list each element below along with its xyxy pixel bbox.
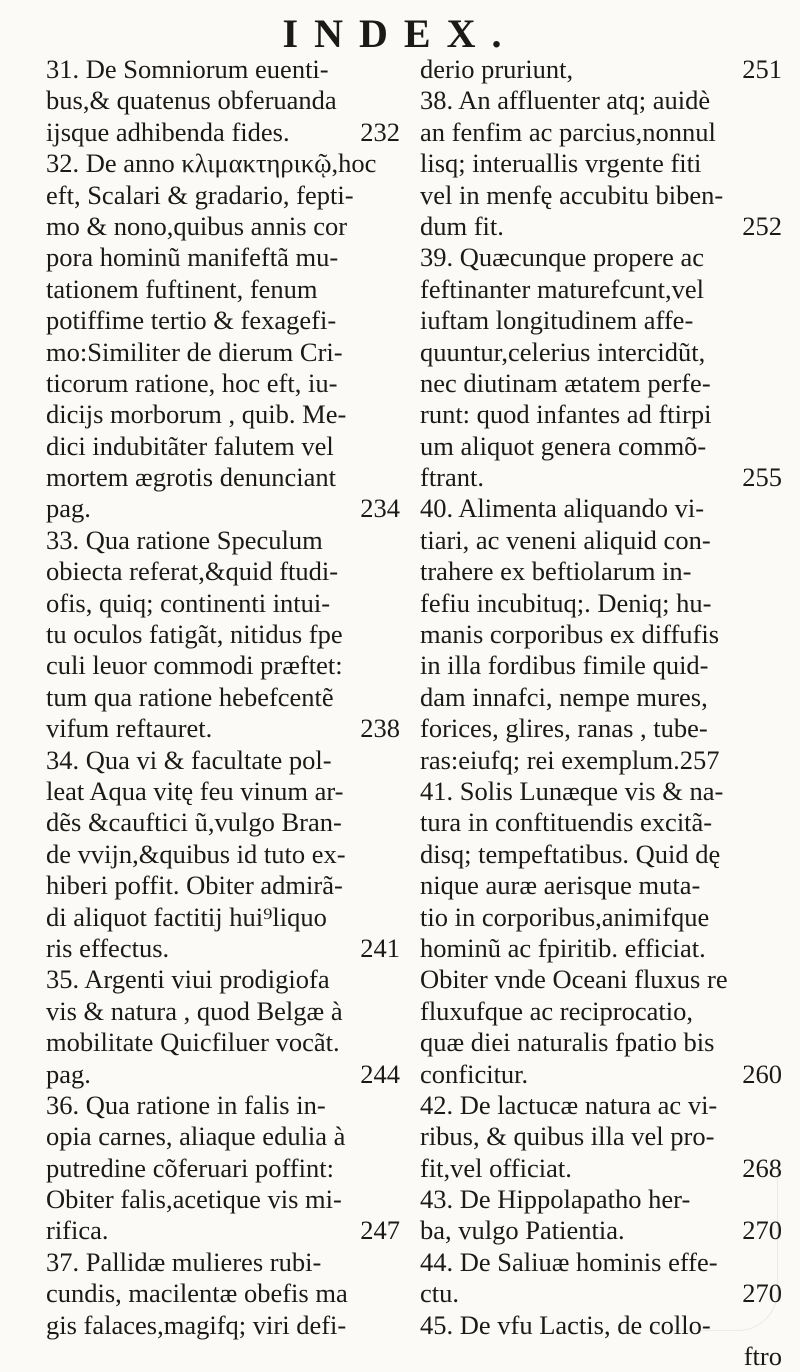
index-line [46, 902, 400, 933]
index-line-text: iuftam longitudinem affe- [420, 305, 694, 336]
index-line-text: 34. Qua vi & facultate pol- [46, 744, 332, 775]
index-line-text: nec diutinam ætatem perfe- [420, 367, 711, 398]
index-line [46, 54, 400, 85]
index-line-text: ticorum ratione, hoc eft, iu- [46, 367, 338, 398]
index-line-text: tum qua ratione hebefcentẽ [46, 681, 334, 712]
index-line-text: eft, Scalari & gradario, fepti- [46, 179, 354, 210]
index-line [420, 713, 782, 744]
page-number: 251 [742, 54, 782, 84]
index-line [420, 431, 782, 462]
index-line [420, 211, 782, 242]
index-line-text: 37. Pallidæ mulieres rubi- [46, 1246, 322, 1277]
index-line-text: disq; tempeftatibus. Quid dę [420, 838, 721, 869]
index-line [46, 242, 400, 273]
index-line [420, 368, 782, 399]
index-line-text: feftinanter maturefcunt,vel [420, 273, 704, 304]
index-line-text: lisq; interuallis vrgente fiti [420, 148, 702, 179]
index-line-text: tationem fuftinent, fenum [46, 273, 318, 304]
index-line-text: 43. De Hippolapatho her- [420, 1184, 691, 1215]
index-line-text: trahere ex beftiolarum in- [420, 556, 692, 587]
index-line [46, 1121, 400, 1152]
index-line-text: ris effectus. [46, 932, 170, 963]
index-line [46, 337, 400, 368]
index-line [420, 337, 782, 368]
index-line-text: quæ diei naturalis fpatio bis [420, 1027, 715, 1058]
index-line [420, 1121, 782, 1152]
index-line [420, 1090, 782, 1121]
index-line-text: vis & natura , quod Belgæ à [46, 995, 343, 1026]
index-line-text: 42. De lactucæ natura ac vi- [420, 1089, 718, 1120]
index-line [46, 776, 400, 807]
index-line-text: opia carnes, aliaque edulia à [46, 1121, 346, 1152]
index-line [46, 619, 400, 650]
index-line-text: ctu. [420, 1278, 459, 1309]
index-line-text: ftrant. [420, 462, 485, 493]
index-line [46, 148, 400, 179]
index-line [420, 619, 782, 650]
index-line [46, 1153, 400, 1184]
index-line [420, 807, 782, 838]
index-line-text: de vvijn,&quibus id tuto ex- [46, 838, 346, 869]
index-line-text: 31. De Somniorum euenti- [46, 54, 329, 84]
index-line-text: pora hominũ manifeftã mu- [46, 242, 339, 273]
index-line [420, 996, 782, 1027]
index-line [46, 305, 400, 336]
index-line [420, 274, 782, 305]
index-line-text: hiberi poffit. Obiter admirã- [46, 870, 343, 901]
index-line [46, 807, 400, 838]
index-line [420, 493, 782, 524]
index-line-text: conficitur. [420, 1058, 529, 1089]
page-number: 232 [360, 116, 400, 147]
index-line-text: in illa fordibus fimile quid- [420, 650, 709, 681]
page-number: 241 [360, 932, 400, 963]
index-line [420, 148, 782, 179]
index-line [46, 368, 400, 399]
index-line [420, 650, 782, 681]
index-line [46, 493, 400, 524]
page-number: 268 [742, 1152, 782, 1183]
index-line-text: 41. Solis Lunæque vis & na- [420, 775, 724, 806]
index-line-text: dici indubitãter falutem vel [46, 430, 334, 461]
index-line-text: 32. De anno κλιμακτηρικῷ,hoc [46, 148, 377, 179]
page-number: 270 [742, 1278, 782, 1309]
index-line-text: 40. Alimenta aliquando vi- [420, 493, 705, 524]
index-line-text: ijsque adhibenda fides. [46, 116, 290, 147]
index-line-text: tura in conftituendis excitã- [420, 807, 713, 838]
page-number: 247 [360, 1215, 400, 1246]
index-line [420, 462, 782, 493]
index-line [420, 776, 782, 807]
index-line [46, 431, 400, 462]
index-line [46, 1247, 400, 1278]
page-number: 244 [360, 1058, 400, 1089]
index-line-text: pag. [46, 493, 91, 524]
index-line [46, 933, 400, 964]
index-line-text: putredine cõferuari poffint: [46, 1152, 334, 1183]
index-line [46, 85, 400, 116]
index-line-text: forices, glires, ranas , tube- [420, 713, 708, 744]
index-line-text: dicijs morborum , quib. Me- [46, 399, 347, 430]
index-line-text: gis falaces,magifq; viri defi- [46, 1309, 347, 1340]
index-line [420, 933, 782, 964]
index-line-text: mo:Similiter de dierum Cri- [46, 336, 343, 367]
index-line [46, 1090, 400, 1121]
index-line [46, 211, 400, 242]
index-line [46, 180, 400, 211]
index-line [46, 650, 400, 681]
index-line [420, 1341, 782, 1372]
index-line [46, 274, 400, 305]
index-line-text: dẽs &cauftici ũ,vulgo Bran- [46, 807, 342, 838]
index-line-text: 35. Argenti viui prodigiofa [46, 964, 330, 995]
index-line [420, 556, 782, 587]
index-line-text: derio pruriunt, [420, 54, 574, 84]
index-line [46, 713, 400, 744]
page-number: 234 [360, 493, 400, 524]
index-line-text: di aliquot factitij hui⁹liquo [46, 901, 327, 932]
index-line-text: 45. De vfu Lactis, de collo- [420, 1309, 711, 1340]
index-line [46, 682, 400, 713]
index-line [420, 1059, 782, 1090]
index-line-text: mo & nono,quibus annis cor [46, 210, 348, 241]
index-line [46, 1215, 400, 1246]
index-line-text: Obiter vnde Oceani fluxus re [420, 964, 728, 995]
index-line [420, 839, 782, 870]
index-line-text: manis corporibus ex diffufis [420, 619, 720, 650]
index-line-text: 36. Qua ratione in falis in- [46, 1089, 326, 1120]
index-line [46, 1278, 400, 1309]
left-column [46, 54, 400, 1341]
index-line [420, 305, 782, 336]
index-line-text: culi leuor commodi præftet: [46, 650, 343, 681]
index-line-text: runt: quod infantes ad ftirpi [420, 399, 712, 430]
index-line [420, 242, 782, 273]
index-line [46, 525, 400, 556]
index-line-text: mobilitate Quicfiluer vocãt. [46, 1027, 340, 1058]
index-line-text: obiecta referat,&quid ftudi- [46, 556, 339, 587]
page-number: ftro [743, 1341, 782, 1372]
index-line-text: tu oculos fatigãt, nitidus fpe [46, 619, 343, 650]
index-line-text: mortem ægrotis denunciant [46, 462, 336, 493]
index-line [420, 1027, 782, 1058]
index-line-text: an fenfim ac parcius,nonnul [420, 116, 716, 147]
index-line [46, 996, 400, 1027]
index-line [420, 964, 782, 995]
index-line [46, 556, 400, 587]
index-line [46, 1059, 400, 1090]
index-line [46, 399, 400, 430]
index-line [420, 180, 782, 211]
index-line [46, 1184, 400, 1215]
index-line-text: ofis, quiq; continenti intui- [46, 587, 331, 618]
page-number: 255 [742, 462, 782, 493]
index-line [46, 1310, 400, 1341]
index-line [420, 682, 782, 713]
index-line [46, 964, 400, 995]
index-line [420, 54, 782, 85]
index-line-text: tio in corporibus,animifque [420, 901, 710, 932]
index-line-text: tiari, ac veneni aliquid con- [420, 524, 711, 555]
index-line-text: ribus, & quibus illa vel pro- [420, 1121, 715, 1152]
index-line [46, 1027, 400, 1058]
index-line-text: hominũ ac fpiritib. efficiat. [420, 932, 706, 963]
index-line-text: vel in menfę accubitu biben- [420, 179, 724, 210]
index-line-text: ba, vulgo Patientia. [420, 1215, 625, 1246]
index-line [420, 745, 782, 776]
page-title: INDEX. [282, 11, 518, 56]
index-line [420, 117, 782, 148]
index-line [420, 399, 782, 430]
index-line-text: rifica. [46, 1215, 109, 1246]
page-number: 252 [742, 210, 782, 241]
index-line-text: bus,& quatenus obferuanda [46, 85, 337, 116]
page-number: 238 [360, 713, 400, 744]
index-line-text: cundis, macilentæ obefis ma [46, 1278, 348, 1309]
index-line-text: 39. Quæcunque propere ac [420, 242, 705, 273]
index-line [420, 588, 782, 619]
index-line [420, 870, 782, 901]
index-line-text: 38. An affluenter atq; auidè [420, 85, 711, 116]
index-line-text: fit,vel officiat. [420, 1152, 572, 1183]
index-line [46, 588, 400, 619]
index-line-text: nique auræ aerisque muta- [420, 870, 701, 901]
index-line-text: fefiu incubituq;. Deniq; hu- [420, 587, 712, 618]
index-line [46, 839, 400, 870]
page-stain [667, 1170, 778, 1331]
index-line-text: ras:eiufq; rei exemplum.257 [420, 744, 720, 775]
index-line-text: dum fit. [420, 210, 504, 241]
index-line [46, 745, 400, 776]
index-line [46, 870, 400, 901]
index-line-text: um aliquot genera commõ- [420, 430, 707, 461]
index-line-text: pag. [46, 1058, 91, 1089]
index-line [420, 525, 782, 556]
index-line-text: potiffime tertio & fexagefi- [46, 305, 337, 336]
index-line-text: dam innafci, nempe mures, [420, 681, 708, 712]
index-line-text: 33. Qua ratione Speculum [46, 524, 323, 555]
index-line [46, 462, 400, 493]
index-line-text: fluxufque ac reciprocatio, [420, 995, 693, 1026]
index-line [420, 902, 782, 933]
index-line [420, 85, 782, 116]
index-line-text: quuntur,celerius intercidũt, [420, 336, 706, 367]
index-line-text: Obiter falis,acetique vis mi- [46, 1184, 342, 1215]
page-number: 270 [742, 1215, 782, 1246]
index-line [46, 117, 400, 148]
index-line-text: 44. De Saliuæ hominis effe- [420, 1246, 718, 1277]
index-line-text: leat Aqua vitę feu vinum ar- [46, 775, 344, 806]
index-line-text: vifum reftauret. [46, 713, 213, 744]
page-number: 260 [742, 1058, 782, 1089]
